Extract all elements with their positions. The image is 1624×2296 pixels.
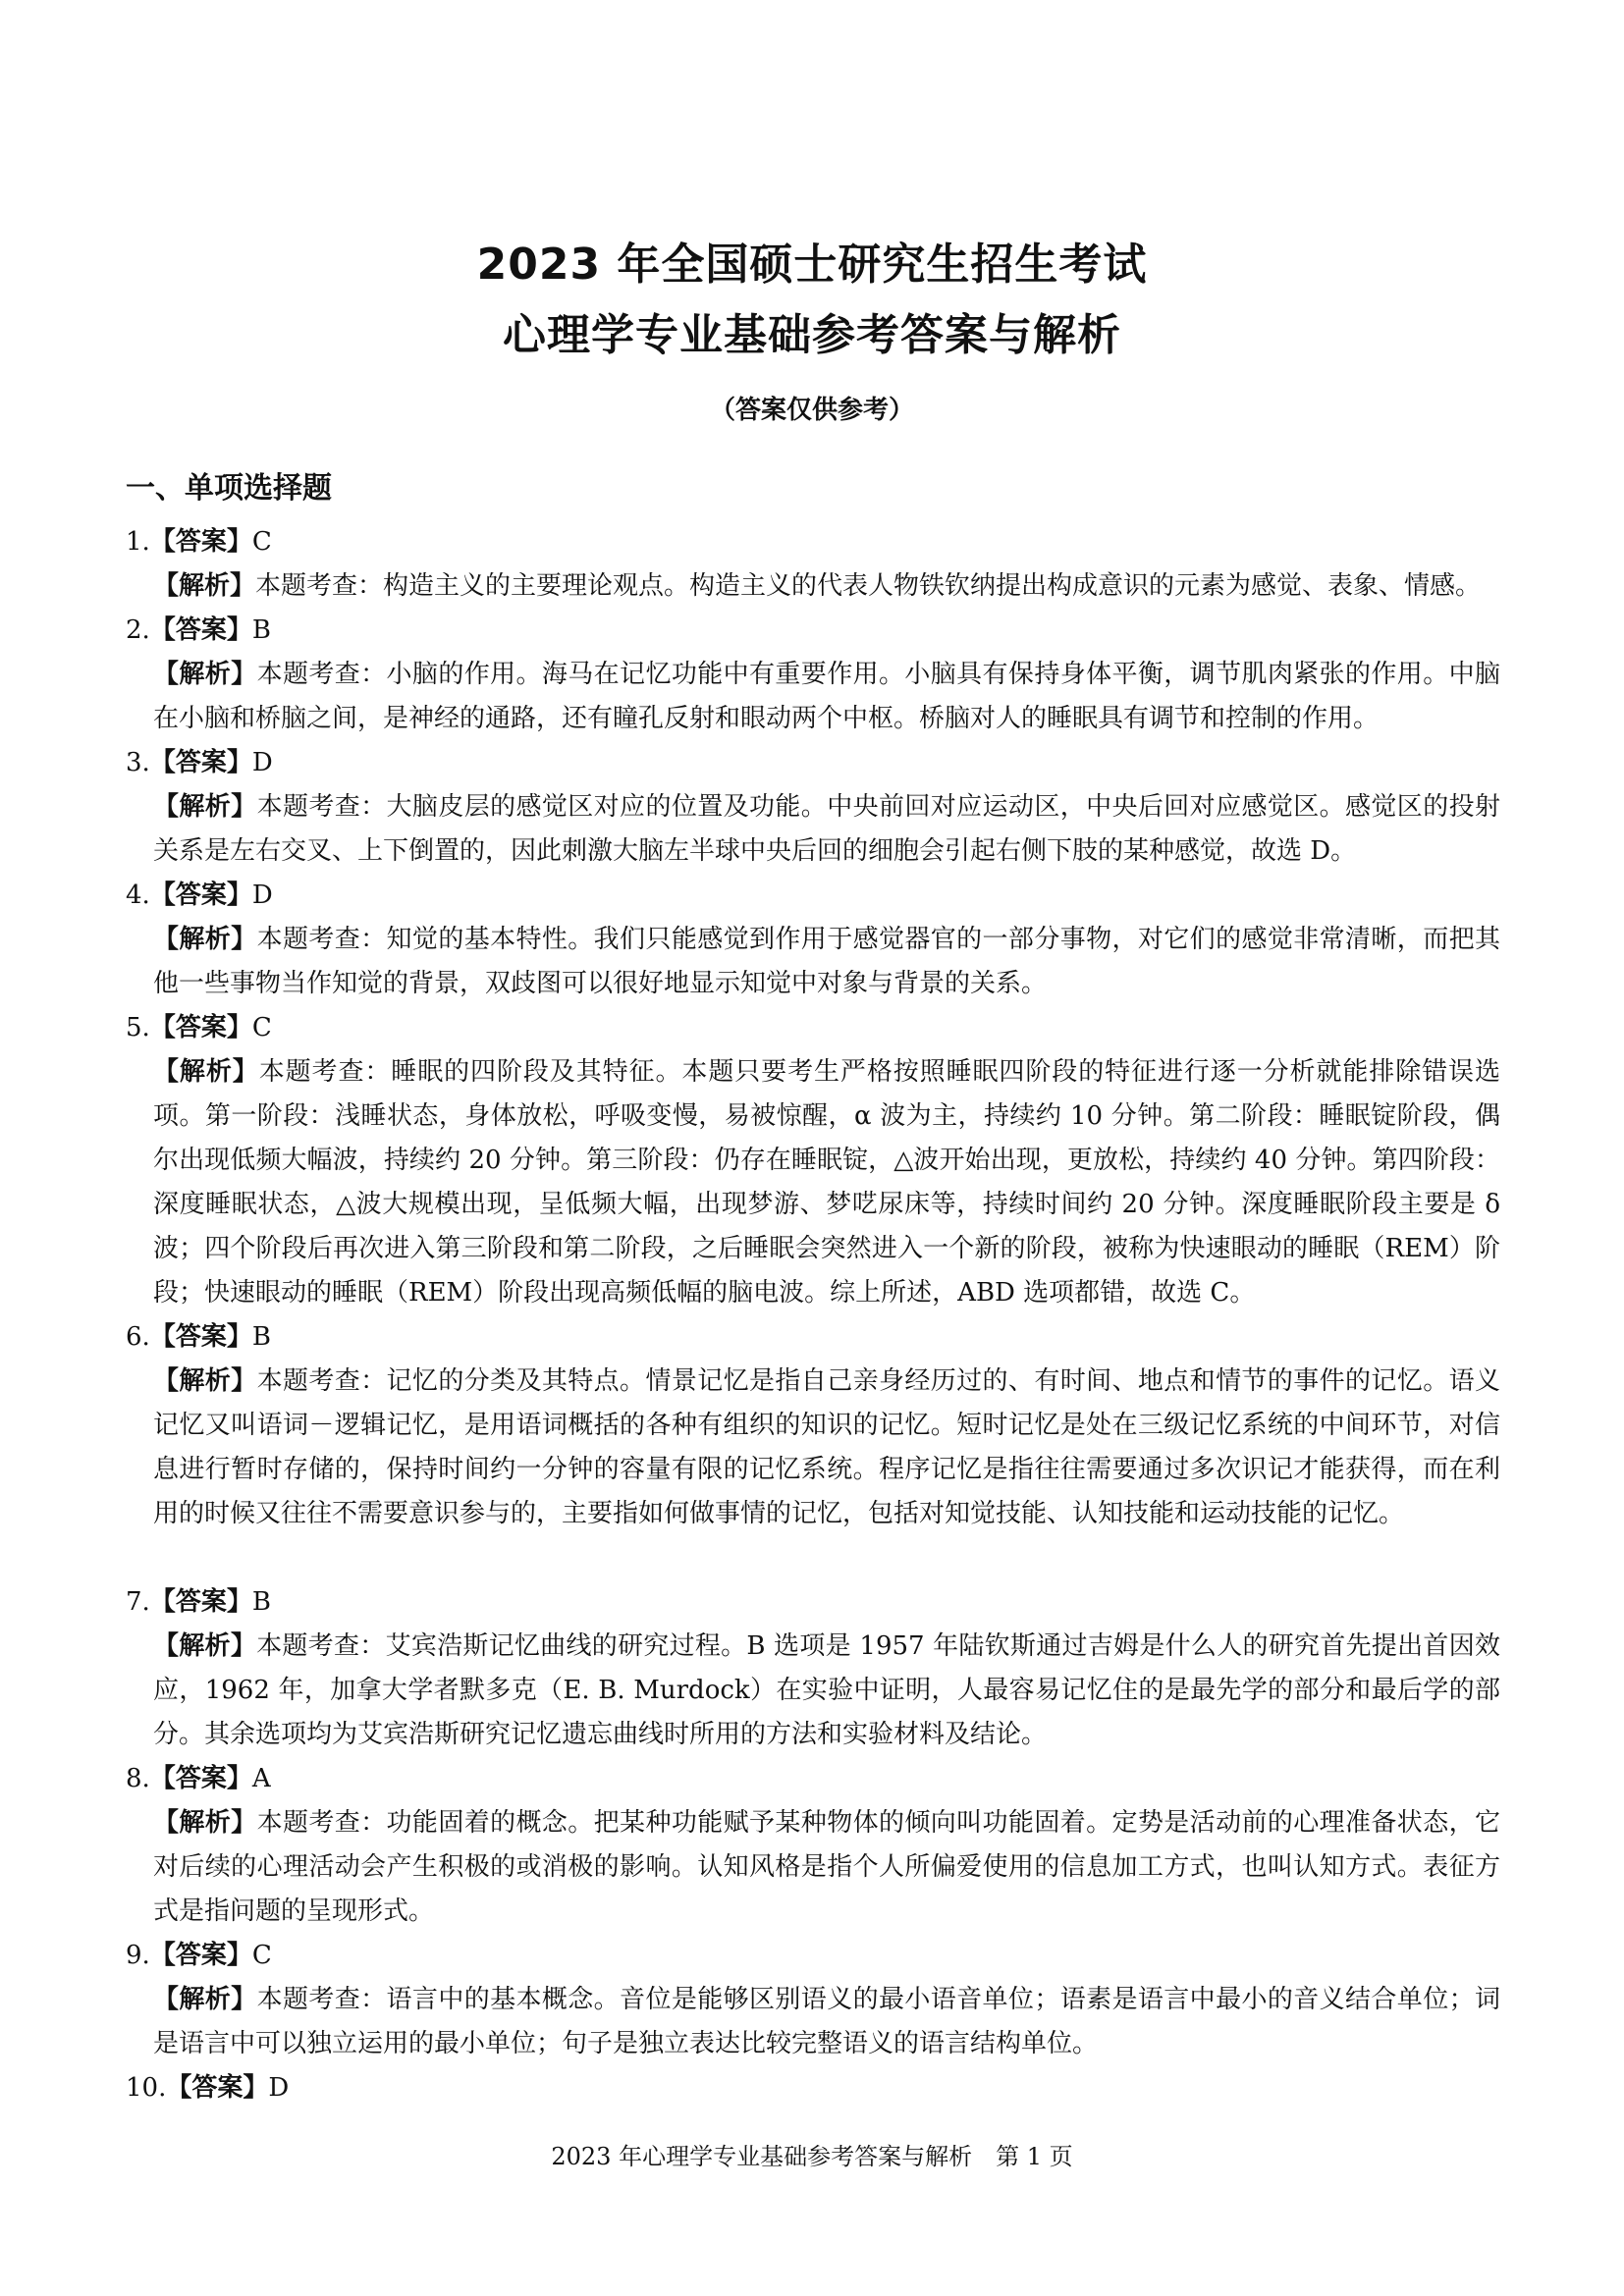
question-number: 9. [126, 1941, 150, 1970]
answer-label: 【答案】 [149, 527, 252, 557]
answer-label: 【答案】 [149, 1587, 252, 1617]
question-number: 5. [126, 1013, 150, 1042]
document-note: （答案仅供参考） [709, 396, 914, 425]
explanation [153, 653, 1500, 741]
answer-line [126, 874, 1500, 918]
document-title-line1: 2023 年全国硕士研究生招生考试 [476, 240, 1148, 290]
answer-line [126, 1006, 1500, 1050]
question-number: 4. [126, 881, 150, 910]
answer-value: B [251, 1587, 271, 1617]
explanation-label: 【解析】 [153, 925, 257, 954]
explanation-label: 【解析】 [153, 1985, 257, 2014]
explanation-label: 【解析】 [153, 660, 257, 689]
explanation-text: 本题考查：语言中的基本概念。音位是能够区别语义的最小语音单位；语素是语言中最小的音义结合单位；词是语言中可以独立运用的最小单位；句子是独立表达比较完整语义的语言结构单位。 [153, 1985, 1500, 2058]
explanation-label: 【解析】 [153, 571, 256, 601]
question-7 [126, 1580, 1500, 1757]
question-6 [126, 1315, 1500, 1536]
explanation-text: 本题考查：小脑的作用。海马在记忆功能中有重要作用。小脑具有保持身体平衡，调节肌肉紧张的作用。中脑在小脑和桥脑之间，是神经的通路，还有瞳孔反射和眼动两个中枢。桥脑对人的睡眠具有调节和控制的作用。 [153, 660, 1500, 733]
question-number: 6. [126, 1322, 150, 1352]
answer-label: 【答案】 [149, 1941, 252, 1970]
answer-label: 【答案】 [149, 615, 252, 645]
explanation-text: 本题考查：记忆的分类及其特点。情景记忆是指自己亲身经历过的、有时间、地点和情节的事件的记忆。语义记忆又叫语词－逻辑记忆，是用语词概括的各种有组织的知识的记忆。短时记忆是处在三级记忆系统的中间环节，对信息进行暂时存储的，保持时间约一分钟的容量有限的记忆系统。程序记忆是指往往需要通过多次识记才能获得，而在利用的时候又往往不需要意识参与的，主要指如何做事情的记忆，包括对知觉技能、认知技能和运动技能的记忆。 [153, 1366, 1500, 1528]
answer-label: 【答案】 [149, 1013, 252, 1042]
explanation-label: 【解析】 [153, 1631, 257, 1661]
answer-line [126, 741, 1500, 785]
answer-line [126, 1580, 1500, 1625]
explanation-text: 本题考查：艾宾浩斯记忆曲线的研究过程。B 选项是 1957 年陆钦斯通过吉姆是什么人的研究首先提出首因效应，1962 年，加拿大学者默多克（E. B. Murdock）在实验中证明，人最容易记忆住的是最先学的部分和最后学的部分。其余选项均为艾宾浩斯研究记忆遗忘曲线时所用的方法和实验材料及结论。 [153, 1631, 1500, 1749]
explanation-label: 【解析】 [153, 1366, 257, 1396]
explanation-text: 本题考查：大脑皮层的感觉区对应的位置及功能。中央前回对应运动区，中央后回对应感觉区。感觉区的投射关系是左右交叉、上下倒置的，因此刺激大脑左半球中央后回的细胞会引起右侧下肢的某种感觉，故选 D。 [153, 792, 1500, 866]
answer-value: C [251, 1013, 272, 1042]
answer-value: B [251, 615, 271, 645]
answer-value: B [251, 1322, 271, 1352]
question-8 [126, 1757, 1500, 1934]
explanation-label: 【解析】 [153, 1808, 257, 1838]
explanation-label: 【解析】 [153, 1057, 259, 1087]
explanation [153, 1801, 1500, 1934]
answer-line [126, 1757, 1500, 1801]
explanation-text: 本题考查：知觉的基本特性。我们只能感觉到作用于感觉器官的一部分事物，对它们的感觉非常清晰，而把其他一些事物当作知觉的背景，双歧图可以很好地显示知觉中对象与背景的关系。 [153, 925, 1500, 998]
document-title-line2: 心理学专业基础参考答案与解析 [503, 310, 1121, 360]
question-2 [126, 609, 1500, 741]
answer-value: D [251, 748, 273, 777]
question-number: 10. [126, 2073, 167, 2103]
explanation [153, 1360, 1500, 1536]
question-3 [126, 741, 1500, 874]
explanation-label: 【解析】 [153, 792, 257, 822]
answer-value: D [251, 881, 273, 910]
answer-line [126, 1934, 1500, 1978]
answer-line [126, 609, 1500, 653]
answer-value: C [251, 527, 272, 557]
explanation [153, 564, 1500, 609]
question-number: 8. [126, 1764, 150, 1793]
question-number: 7. [126, 1587, 150, 1617]
answer-label: 【答案】 [149, 1322, 252, 1352]
section-heading: 一、单项选择题 [126, 471, 332, 506]
question-4 [126, 874, 1500, 1006]
explanation-text: 本题考查：睡眠的四阶段及其特征。本题只要考生严格按照睡眠四阶段的特征进行逐一分析就能排除错误选项。第一阶段：浅睡状态，身体放松，呼吸变慢，易被惊醒，α 波为主，持续约 10 分钟。第二阶段：睡眠锭阶段，偶尔出现低频大幅波，持续约 20 分钟。第三阶段：仍存在睡眠锭，△波开始出现，更放松，持续约 40 分钟。第四阶段：深度睡眠状态，△波大规模出现，呈低频大幅，出现梦游、梦呓尿床等，持续时间约 20 分钟。深度睡眠阶段主要是 δ 波；四个阶段后再次进入第三阶段和第二阶段，之后睡眠会突然进入一个新的阶段，被称为快速眼动的睡眠（REM）阶段；快速眼动的睡眠（REM）阶段出现高频低幅的脑电波。综上所述，ABD 选项都错，故选 C。 [153, 1057, 1500, 1308]
question-1 [126, 520, 1500, 609]
answer-value: C [251, 1941, 272, 1970]
answer-label: 【答案】 [149, 1764, 252, 1793]
explanation [153, 1978, 1500, 2066]
explanation [153, 1050, 1500, 1315]
explanation [153, 1625, 1500, 1757]
explanation [153, 918, 1500, 1006]
page-footer: 2023 年心理学专业基础参考答案与解析 第 1 页 [551, 2143, 1073, 2170]
answer-label: 【答案】 [166, 2073, 269, 2103]
answer-label: 【答案】 [149, 748, 252, 777]
explanation-text: 本题考查：构造主义的主要理论观点。构造主义的代表人物铁钦纳提出构成意识的元素为感觉、表象、情感。 [255, 571, 1482, 601]
answer-label: 【答案】 [149, 881, 252, 910]
explanation [153, 785, 1500, 874]
answer-line [126, 1315, 1500, 1360]
question-number: 1. [126, 527, 150, 557]
answer-line [126, 2066, 1500, 2110]
explanation-text: 本题考查：功能固着的概念。把某种功能赋予某种物体的倾向叫功能固着。定势是活动前的心理准备状态，它对后续的心理活动会产生积极的或消极的影响。认知风格是指个人所偏爱使用的信息加工方式，也叫认知方式。表征方式是指问题的呈现形式。 [153, 1808, 1500, 1926]
answer-value: D [268, 2073, 290, 2103]
question-9 [126, 1934, 1500, 2066]
question-5 [126, 1006, 1500, 1315]
question-number: 3. [126, 748, 150, 777]
answer-line [126, 520, 1500, 564]
question-10 [126, 2066, 1500, 2110]
question-number: 2. [126, 615, 150, 645]
answer-value: A [251, 1764, 271, 1793]
